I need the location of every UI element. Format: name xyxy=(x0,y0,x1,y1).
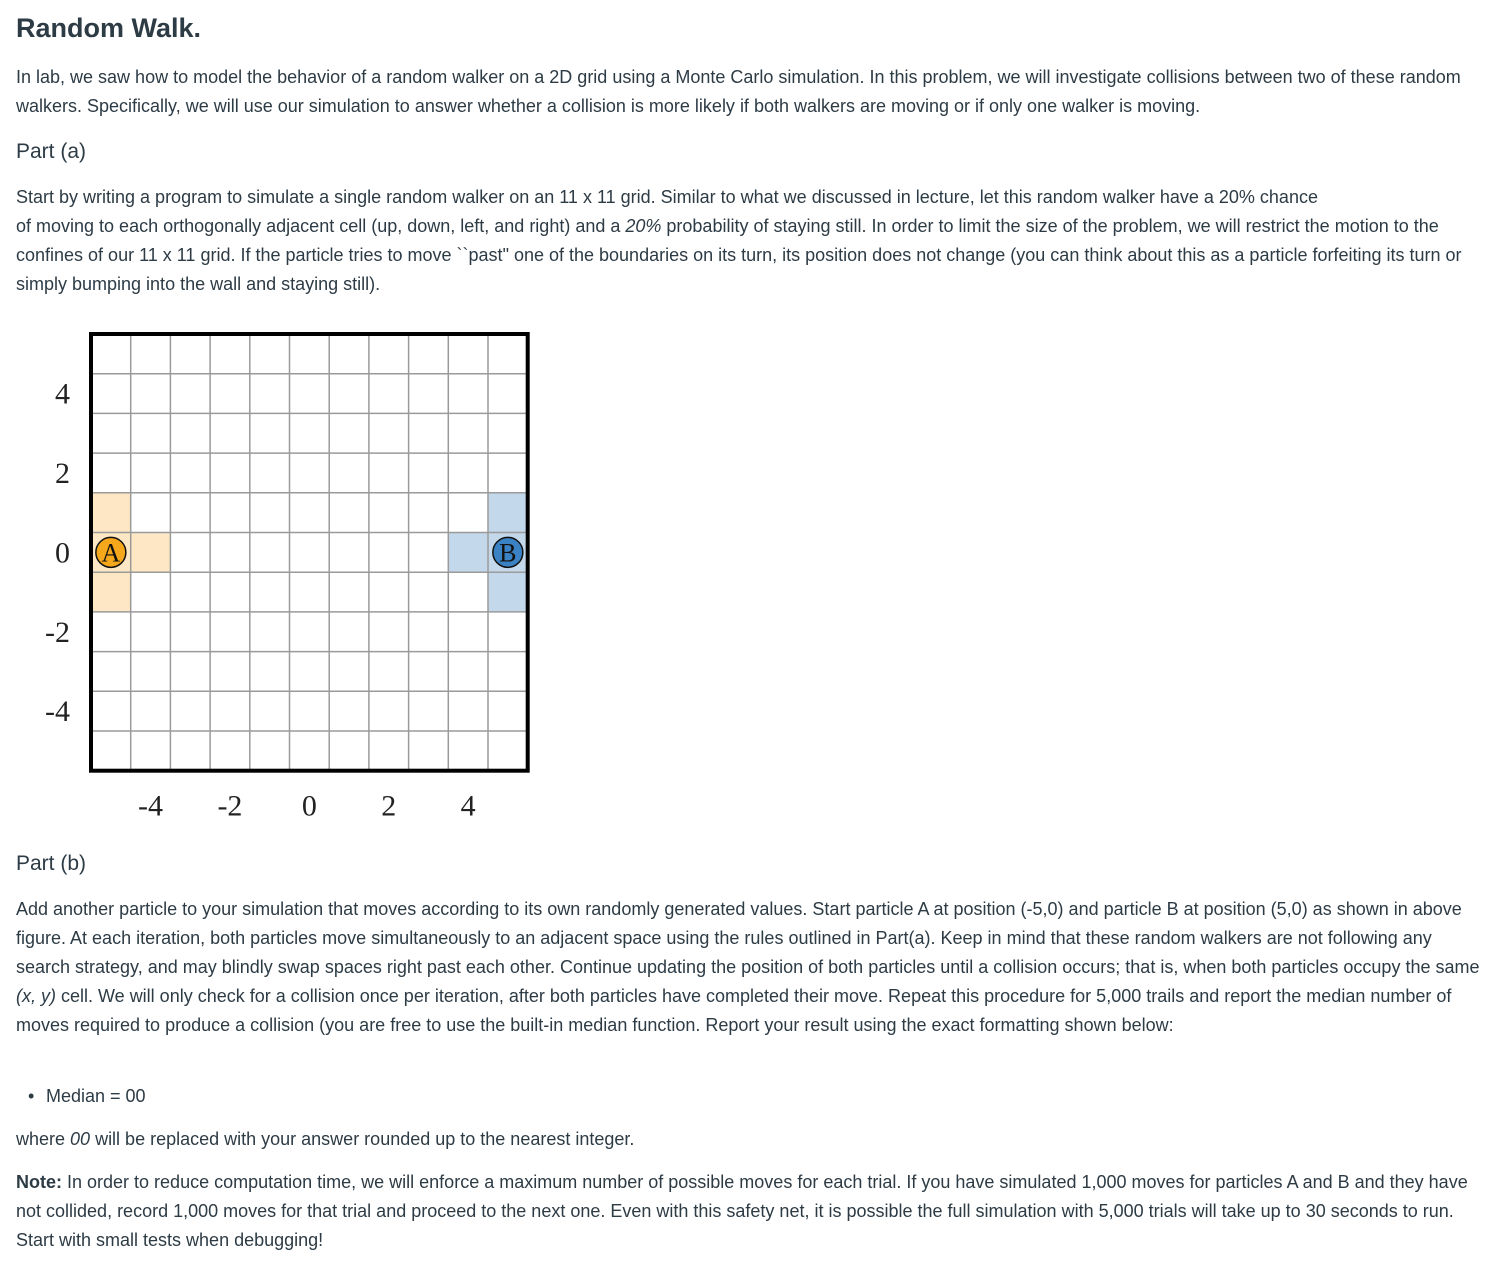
y-tick-label: 2 xyxy=(55,456,70,490)
x-tick-label: -4 xyxy=(138,789,164,823)
intro-paragraph: In lab, we saw how to model the behavior of a random walker on a 2D grid using a Monte Carlo simulation. In this problem, we will investigate collisions between two of these random walkers. Specifically, we will use our simulation to answer whether a collision is more likely if both walkers are moving or if only one walker is moving. xyxy=(16,67,1461,116)
page-title: Random Walk. xyxy=(16,13,202,43)
y-tick-label: 0 xyxy=(55,536,70,570)
part-a-heading: Part (a) xyxy=(16,140,87,163)
y-tick-label: 4 xyxy=(55,377,70,411)
particle-b-move-cell xyxy=(448,533,488,573)
part-a-line-2-pre: of moving to each orthogonally adjacent cell (up, down, left, and right) and a xyxy=(16,216,626,236)
part-b-heading: Part (b) xyxy=(16,852,87,875)
x-tick-label: -2 xyxy=(217,789,243,823)
x-tick-label: 2 xyxy=(381,789,397,823)
particle-a-move-cell xyxy=(91,493,131,533)
particle-b-move-cell xyxy=(488,493,528,533)
part-a-line-1: Start by writing a program to simulate a single random walker on an 11 x 11 grid. Similar to what we discussed in lecture, let this random walker have a 20% chance xyxy=(16,187,1318,207)
answer-format-list xyxy=(16,1082,146,1111)
x-tick-label: 0 xyxy=(301,789,317,823)
format-text-pre: where xyxy=(16,1129,71,1149)
part-a-emphasis: 20% xyxy=(625,216,662,236)
note-text: In order to reduce computation time, we will enforce a maximum number of possible moves for each trial. If you have simulated 1,000 moves for particles A and B and they have not collided, record 1,000 moves for that trial and proceed to the next one. Even with this safety net, it is possible the full simulation with 5,000 trials will take up to 30 seconds to run. Start with small tests when debugging! xyxy=(16,1172,1468,1250)
y-tick-label: -4 xyxy=(45,695,70,729)
format-text-rest: will be replaced with your answer rounded up to the nearest integer. xyxy=(90,1129,635,1149)
particle-b-move-cell xyxy=(488,572,528,612)
part-a-line-2-post: probability of staying still. In order to limit the size of the problem, we will restrict the xyxy=(661,216,1330,236)
note-label: Note: xyxy=(16,1172,62,1192)
format-emphasis: 00 xyxy=(70,1129,91,1149)
part-b-emphasis-xy: (x, y) xyxy=(16,986,56,1006)
particle-a-move-cell xyxy=(91,572,131,612)
list-item: • Median = 00 xyxy=(16,1082,146,1111)
part-b-text-2: cell. We will only check for a collision once per iteration, after both particles have completed their move. Repeat this procedure for 5,000 trails and report the median number of moves required to produce a collision (you are free to use the built-in median function. Report your result using the exact formatting shown below: xyxy=(16,986,1452,1035)
particle-a-marker-label: A xyxy=(101,538,121,568)
part-b-paragraph xyxy=(16,895,1486,1040)
particle-a-move-cell xyxy=(131,533,171,573)
part-a-rest: motion to the confines of our 11 x 11 grid. If the particle tries to move ``past" one of the boundaries on its turn, its position does not change (you can think about this as a particle forfeiting its turn or simply bumping into the wall and staying still). xyxy=(16,216,1462,294)
format-explanation xyxy=(16,1125,1486,1154)
particle-b-marker-label: B xyxy=(499,538,517,568)
note-paragraph xyxy=(16,1168,1486,1255)
part-b-text-1: Add another particle to your simulation that moves according to its own randomly generated values. Start particle A at position (-5,0) and particle B at position (5,0) as shown in above figure. At each iteration, both particles move simultaneously to an adjacent space using the rules outlined in Part(a). Keep in mind that these random walkers are not following any search strategy, and may blindly swap spaces right past each other. Continue updating the position of both particles until a collision occurs; that is, when both particles occupy the same xyxy=(16,899,1480,977)
y-tick-label: -2 xyxy=(45,615,70,649)
x-tick-label: 4 xyxy=(460,789,476,823)
